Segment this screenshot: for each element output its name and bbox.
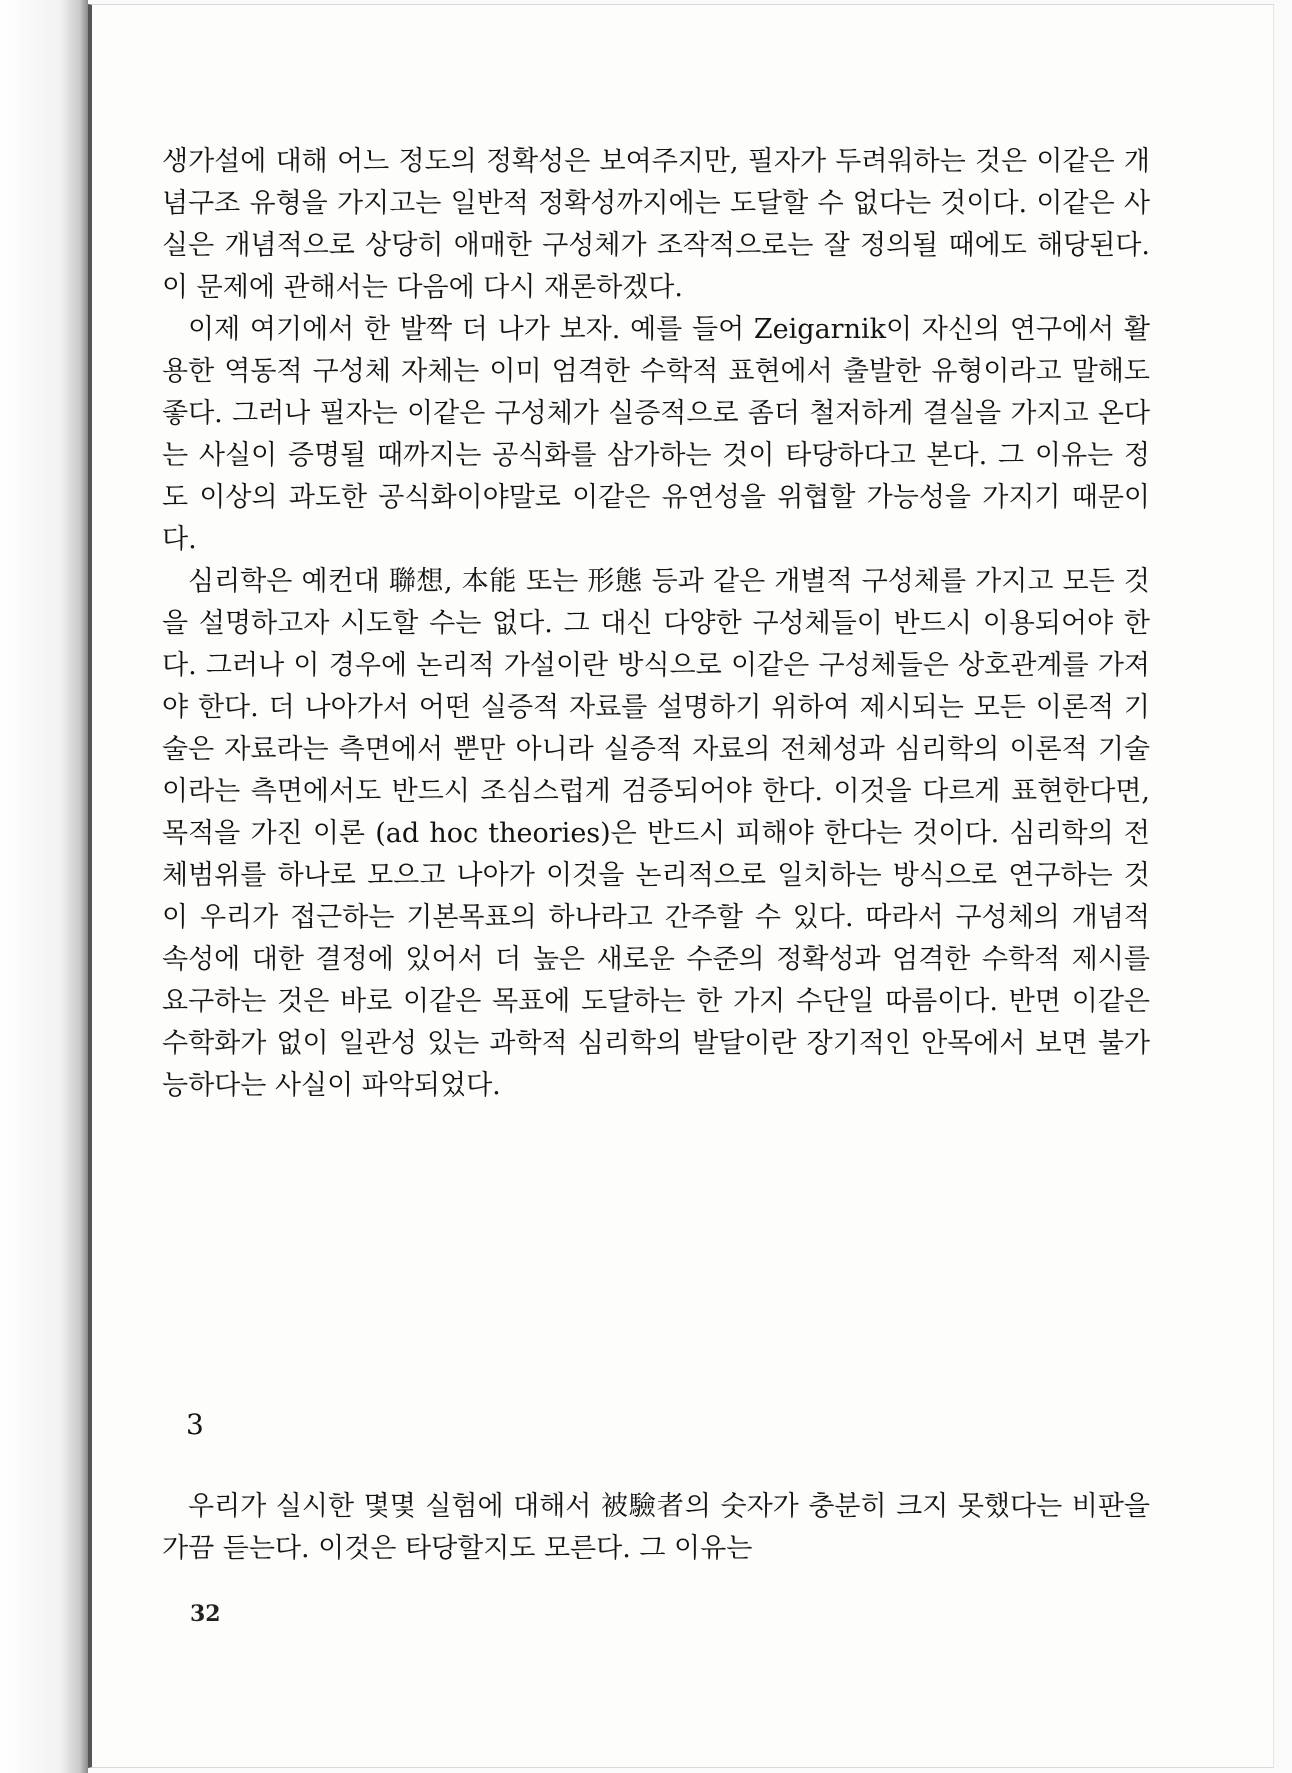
paragraph: 심리학은 예컨대 聯想, 本能 또는 形態 등과 같은 개별적 구성체를 가지고 모든 것을 설명하고자 시도할 수는 없다. 그 대신 다양한 구성체들이 반드시 이용되어야 한다. 그러나 이 경우에 논리적 가설이란 방식으로 이같은 구성체들은 상호관계를 가져야 한다. 더 나아가서 어떤 실증적 자료를 설명하기 위하여 제시되는 모든 이론적 기술은 자료라는 측면에서 뿐만 아니라 실증적 자료의 전체성과 심리학의 이론적 기술이라는 측면에서도 반드시 조심스럽게 검증되어야 한다. 이것을 다르게 표현한다면, 목적을 가진 이론 (ad hoc theories)은 반드시 피해야 한다는 것이다. 심리학의 전체범위를 하나로 모으고 나아가 이것을 논리적으로 일치하는 방식으로 연구하는 것이 우리가 접근하는 기본목표의 하나라고 간주할 수 있다. 따라서 구성체의 개념적 속성에 대한 결정에 있어서 더 높은 새로운 수준의 정확성과 엄격한 수학적 제시를 요구하는 것은 바로 이같은 목표에 도달하는 한 가지 수단일 따름이다. 반면 이같은 수학화가 없이 일관성 있는 과학적 심리학의 발달이란 장기적인 안목에서 보면 불가능하다는 사실이 파악되었다. <box>162 566 1150 1101</box>
section-number: 3 <box>186 1408 204 1441</box>
section-paragraph: 우리가 실시한 몇몇 실험에 대해서 被驗者의 숫자가 충분히 크지 못했다는 비판을 가끔 듣는다. 이것은 타당할지도 모른다. 그 이유는 <box>162 1491 1150 1564</box>
page-number: 32 <box>190 1601 221 1627</box>
body-text <box>162 141 1150 1107</box>
book-gutter-shadow <box>0 0 88 1773</box>
paragraph: 이제 여기에서 한 발짝 더 나가 보자. 예를 들어 Zeigarnik이 자신의 연구에서 활용한 역동적 구성체 자체는 이미 엄격한 수학적 표현에서 출발한 유형이라고 말해도 좋다. 그러나 필자는 이같은 구성체가 실증적으로 좀더 철저하게 결실을 가지고 온다는 사실이 증명될 때까지는 공식화를 삼가하는 것이 타당하다고 본다. 그 이유는 정도 이상의 과도한 공식화이야말로 이같은 유연성을 위협할 가능성을 가지기 때문이다. <box>162 314 1150 555</box>
paragraph: 생가설에 대해 어느 정도의 정확성은 보여주지만, 필자가 두려워하는 것은 이같은 개념구조 유형을 가지고는 일반적 정확성까지에는 도달할 수 없다는 것이다. 이같은 사실은 개념적으로 상당히 애매한 구성체가 조작적으로는 잘 정의될 때에도 해당된다. 이 문제에 관해서는 다음에 다시 재론하겠다. <box>162 146 1150 303</box>
